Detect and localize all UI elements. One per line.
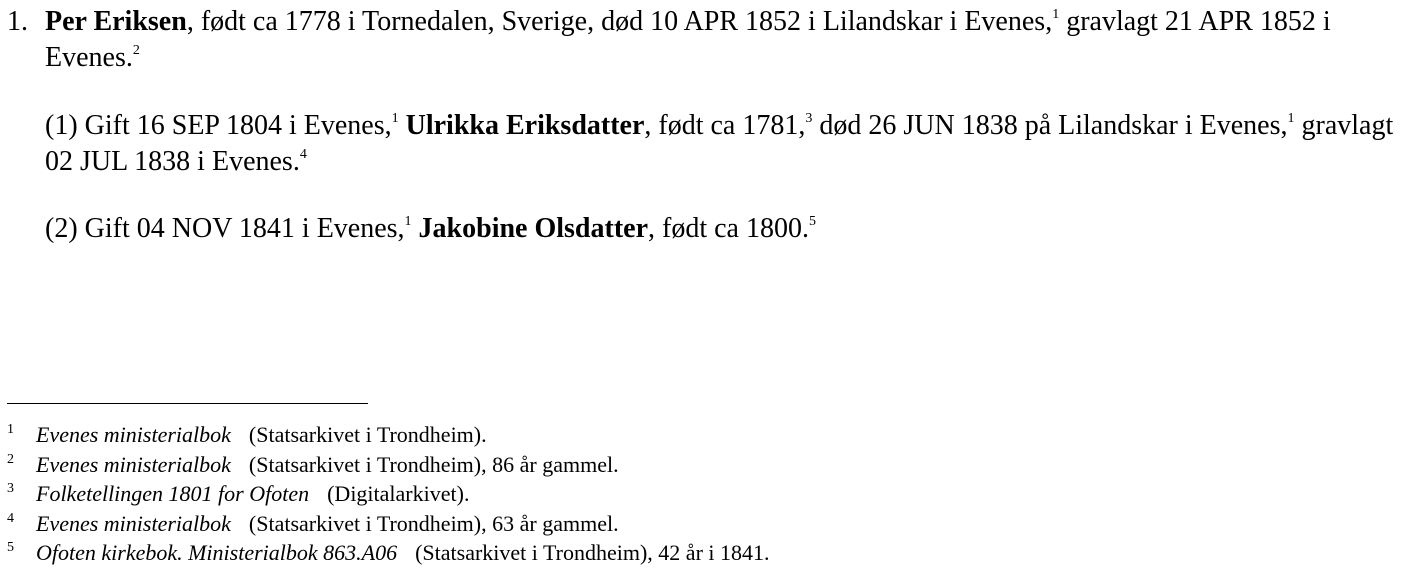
footnote-ref[interactable]: 1: [391, 111, 399, 126]
marriage-2-prefix: (2) Gift 04 NOV 1841 i Evenes,: [45, 213, 405, 244]
spouse-2-birth: , født ca 1800.: [648, 213, 809, 244]
footnote-separator: [7, 403, 368, 404]
spouse-1-birth: , født ca 1781,: [644, 110, 806, 141]
footnote-source: Folketellingen 1801 for Ofoten: [36, 481, 310, 506]
footnote-ref[interactable]: 5: [808, 214, 816, 229]
spouse-1-burial: gravlagt 02 JUL 1838 i Evenes.: [45, 110, 1394, 177]
footnote-ref[interactable]: 2: [132, 43, 140, 58]
spouse-1-death: død 26 JUN 1838 på Lilandskar i Evenes,: [812, 110, 1288, 141]
person-name: Per Eriksen: [45, 6, 187, 37]
footnote-ref[interactable]: 3: [805, 111, 813, 126]
footnote-ref[interactable]: 1: [404, 214, 412, 229]
footnote-number: 3: [7, 481, 14, 496]
marriage-1-paragraph: [45, 108, 1405, 180]
footnote-number: 2: [7, 451, 14, 467]
footnote-text: [36, 509, 619, 538]
footnote-item: [0, 509, 1405, 539]
spouse-2-name: Jakobine Olsdatter: [418, 213, 649, 244]
person-paragraph: [0, 4, 1405, 76]
footnote-ref[interactable]: 1: [1052, 7, 1060, 22]
footnote-detail: (Statsarkivet i Trondheim), 86 år gammel.: [248, 451, 619, 477]
footnote-number: 4: [7, 510, 14, 526]
footnote-number: 1: [7, 422, 14, 437]
footnotes-list: [0, 420, 1405, 568]
marriage-2-paragraph: [45, 211, 1405, 247]
footnote-detail: (Statsarkivet i Trondheim), 63 år gammel.: [248, 510, 619, 536]
genealogy-entry: [0, 4, 1405, 76]
footnote-detail: (Statsarkivet i Trondheim), 42 år i 1841.: [415, 540, 770, 565]
footnote-source: Evenes ministerialbok: [36, 451, 231, 477]
footnote-detail: (Statsarkivet i Trondheim).: [248, 422, 487, 447]
footnote-text: [36, 420, 487, 449]
person-burial: gravlagt 21 APR 1852 i Evenes.: [45, 6, 1331, 73]
footnote-item: [0, 450, 1405, 480]
footnote-ref[interactable]: 4: [299, 147, 307, 162]
footnote-text: [36, 479, 469, 508]
footnote-text: [36, 450, 619, 479]
footnote-item: [0, 420, 1405, 450]
entry-number: 1.: [7, 6, 28, 37]
footnote-number: 5: [7, 540, 14, 555]
footnote-item: [0, 479, 1405, 509]
spouse-1-name: Ulrikka Eriksdatter: [405, 110, 645, 141]
footnote-source: Evenes ministerialbok: [36, 510, 231, 536]
footnote-detail: (Digitalarkivet).: [327, 481, 470, 506]
footnote-item: [0, 538, 1405, 568]
marriage-1-prefix: (1) Gift 16 SEP 1804 i Evenes,: [45, 110, 392, 141]
footnote-ref[interactable]: 1: [1287, 111, 1295, 126]
person-birth-death: , født ca 1778 i Tornedalen, Sverige, død 10 APR 1852 i Lilandskar i Evenes,: [186, 6, 1053, 37]
footnote-text: [36, 538, 770, 567]
footnote-source: Evenes ministerialbok: [36, 422, 231, 447]
footnote-source: Ofoten kirkebok. Ministerialbok 863.A06: [36, 540, 398, 565]
